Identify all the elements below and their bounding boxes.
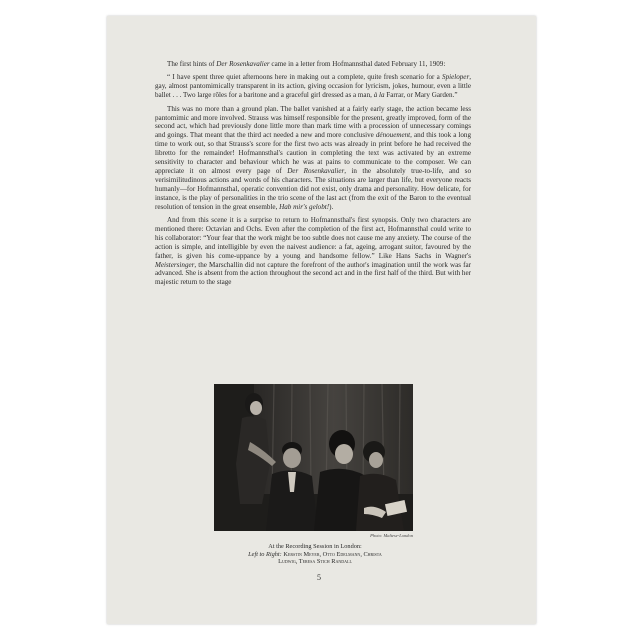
italic-run: Der Rosenkavalier: [216, 60, 270, 68]
photo-credit: Photo: Maltese-London: [370, 533, 413, 538]
italic-run: dénouement: [375, 131, 411, 140]
italic-run: Spieloper: [442, 73, 470, 82]
text-run: “ I have spent three quiet afternoons here in making out a complete, quite fresh scenario for a: [167, 73, 443, 82]
text-run: And from this scene it is a surprise to return to Hofmannsthal's first synopsis. Only two characters are mentioned there: Octavian and Ochs. Even after the completion of the first act, Hofmannsthal could write to his collaborator: “Your fear that the work might be too subtle does not cause me any anxiety. The course of the action is simple, and intelligible by even the naivest audience: a fat, ageing, arrogant suitor, favoured by the father, is given his come-uppance by a young and handsome fellow.” Like Hans Sachs in Wagner's: [155, 216, 471, 260]
text-run: , in the absolutely true-to-life, and so verisimilitudinous actions and words of his characters. The situations are larger than life, but everyone reacts humanly—for Hofmannsthal, operatic convention did not exist, only drama and personality. How delicate, for instance, is the play of personalities in the trio scene of the last act (from the exit of the Baron to the eventual resolution of tension in the great ensemble,: [155, 166, 471, 211]
caption-prefix: Left to Right:: [248, 550, 282, 558]
caption-line-2: [190, 551, 440, 559]
paragraph-intro: [155, 60, 471, 69]
text-run: , gay, almost pantomimically transparent in its action, giving occasion for lyricism, jokes, humour, even a little ballet . . . Two large rôles for a baritone and a graceful girl dressed as a man,: [155, 73, 471, 100]
text-run: , the Marschallin did not capture the forefront of the author's imagination until the work was far advanced. She is absent from the action throughout the second act and in the first half of the third. But with her majestic return to the stage: [155, 260, 471, 287]
text-run: Farrar, or Mary Garden.”: [384, 91, 458, 100]
photo-caption: [190, 543, 440, 566]
italic-run: à la: [373, 91, 385, 100]
paragraph-ground-plan: [155, 105, 471, 212]
text-run: , and this took a long time to work out, so that Strauss's score for the first two acts was already in print before he had received the libretto for the remainder! Hofmannsthal's caution in completing the text was activated by an extreme sensitivity to character and behaviour which he was at pains to communicate to the composer. We can appreciate it on almost every page of: [155, 131, 471, 175]
text-run: This was no more than a ground plan. The ballet vanished at a fairly early stage, the action became less pantomimic and more involved. Strauss was himself responsible for the present, greatly improved, form of the second act, which had previously done little more than mark time with a procession of unnecessary comings and goings. That meant that the third act needed a new and more conclusive: [155, 104, 471, 140]
italic-run: Hab mir's gelobt!: [279, 202, 330, 211]
caption-line-1: At the Recording Session in London:: [268, 543, 362, 550]
paragraph-letter-quote: [155, 73, 471, 100]
text-run: The first hints of: [167, 60, 217, 68]
page-number: 5: [317, 573, 321, 582]
paragraph-first-synopsis: [155, 216, 471, 287]
italic-run: Der Rosenkavalier: [287, 166, 345, 175]
text-run: came in a letter from Hofmannsthal dated February 11, 1909:: [269, 60, 446, 68]
recording-session-photo: [214, 384, 413, 531]
italic-run: Meistersinger: [155, 260, 195, 269]
text-run: ).: [329, 202, 334, 211]
caption-names-2: Ludwig, Teresa Stich Randall: [278, 558, 352, 566]
caption-names-1: Kerstin Meyer, Otto Edelmann, Christa: [283, 550, 382, 558]
body-text: [155, 60, 471, 292]
